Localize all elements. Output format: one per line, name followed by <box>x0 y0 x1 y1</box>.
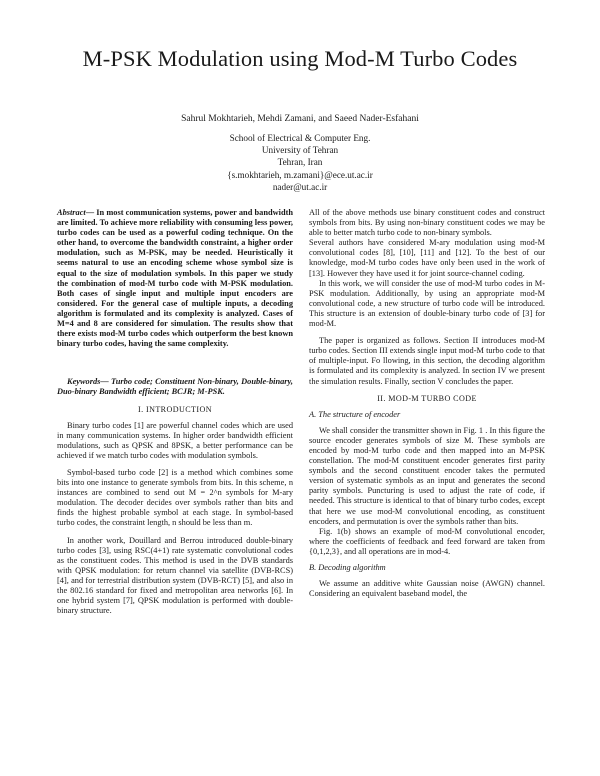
left-column <box>57 208 293 616</box>
abstract-text: In most communication systems, power and bandwidth are limited. To achieve more reliability with consuming less power, turbo codes can be used as a powerful coding technique. On the other hand, to overcome the bandwidth constraint, a higher order modulation, such as M-PSK, may be needed. Heuristically it seems natural to use an encoding scheme whose symbol size is equal to the size of modulation symbols. In this paper we study the combination of mod-M turbo code with M-PSK modulation. Both cases of single input and multiple input encoders are considered. For the general case of multiple inputs, a decoding algorithm is formulated and its complexity is analyzed. Cases of M=4 and 8 are considered for simulation. The results show that there exists mod-M turbo codes which outperform the best known binary turbo codes, having the same complexity. <box>57 208 294 349</box>
paragraph: Several authors have considered M-ary modulation using mod-M convolutional codes [8], [10], [11] and [12]. To the best of our knowledge, mod-M turbo codes have only been used in the work of [13]. However they have used it for joint source-channel coding. <box>309 238 545 278</box>
right-column <box>309 208 545 599</box>
paragraph: Binary turbo codes [1] are powerful channel codes which are used in many communication systems. In higher order bandwidth efficient modulations, such as QPSK and 8PSK, a better performance can be achieved if we match turbo codes with modulation symbols. <box>57 420 293 460</box>
subsection-heading-decoding: B. Decoding algorithm <box>309 563 386 572</box>
paragraph: In this work, we will consider the use of mod-M turbo codes in M-PSK modulation. Additionally, by using an appropriate mod-M convolutional code, a new structure of turbo code will be introduced. This structure is an extension of double-binary turbo code of [3] for mod-M. <box>309 278 545 329</box>
affiliation-school: School of Electrical & Computer Eng. <box>229 133 371 143</box>
keywords-label: Keywords <box>67 377 101 387</box>
keywords: Keywords— Turbo code; Constituent Non-binary, Double-binary, Duo-binary Bandwidth efficient; BCJR; M-PSK. <box>57 377 293 397</box>
abstract-label: Abstract <box>57 208 86 217</box>
affiliation-city: Tehran, Iran <box>277 157 323 168</box>
paragraph: Symbol-based turbo code [2] is a method which combines some bits into one instance to generate symbols from bits. In this scheme, n instances are combined to send out M = 2^n symbols for M-ary modulation. The decoder decides over symbols rather than bits and finds the highest probable symbol at each stage. In symbol-based turbo codes, the constraint length, n should be less than m. <box>57 467 293 528</box>
affiliation-email-2: nader@ut.ac.ir <box>272 181 328 192</box>
paragraph: All of the above methods use binary constituent codes and construct symbols from bits. By using non-binary constituent codes we may be able to better match turbo code to non-binary symbols. <box>309 208 545 238</box>
paragraph: The paper is organized as follows. Section II introduces mod-M turbo codes. Section III extends single input mod-M turbo code to that of multiple-input. Fo llowing, in this section, the decoding algorithm is formulated and its complexity is analyzed. In section IV we present the simulation results. Finally, section V concludes the paper. <box>309 336 545 386</box>
paragraph: Fig. 1(b) shows an example of mod-M convolutional encoder, where the coefficients of feedback and feed forward are taken from {0,1,2,3}, and all operations are in mod-4. <box>309 526 545 556</box>
section-heading-introduction: I. INTRODUCTION <box>138 404 212 414</box>
paper-title: M-PSK Modulation using Mod-M Turbo Codes <box>82 46 518 71</box>
paragraph: We assume an additive white Gaussian noise (AWGN) channel. Considering an equivalent baseband model, the <box>309 579 545 599</box>
affiliation-emails: {s.mokhtarieh, m.zamani}@ece.ut.ac.ir <box>227 169 373 180</box>
subsection-heading-encoder: A. The structure of encoder <box>309 409 401 419</box>
affiliation-university: University of Tehran <box>261 145 339 156</box>
paragraph: We shall consider the transmitter shown in Fig. 1 . In this figure the source encoder generates symbols of size M. These symbols are encoded by mod-M turbo code and then mapped into an M-PSK constellation. The mod-M constituent encoder generates first parity symbols and the second constituent encoder takes the permuted version of systematic symbols as an input and generates the second parity symbols. Puncturing is used to adjust the rate of code, if needed. This structure is identical to that of binary turbo codes, except that here we use mod-M convolutional encoding, as constituent encoders, and permutation is over the symbols rather than bits. <box>309 425 545 526</box>
abstract: Abstract— In most communication systems, power and bandwidth are limited. To achieve more reliability with consuming less power, turbo codes can be used as a powerful coding technique. On the other hand, to overcome the bandwidth constraint, a higher order modulation, such as M-PSK, may be needed. Heuristically it seems natural to use an encoding scheme whose symbol size is equal to the size of modulation symbols. In this paper we study the combination of mod-M turbo code with M-PSK modulation. Both cases of single input and multiple input encoders are considered. For the general case of multiple inputs, a decoding algorithm is formulated and its complexity is analyzed. Cases of M=4 and 8 are considered for simulation. The results show that there exists mod-M turbo codes which outperform the best known binary turbo codes, having the same complexity. <box>57 208 294 349</box>
paragraph: In another work, Douillard and Berrou introduced double-binary turbo codes [3], using RSC(4+1) rate systematic convolutional codes as the constituent codes. This method is used in the DVB standards with QPSK modulation: for return channel via satellite (DVB-RCS) [4], and for terrestrial distribution system (DVB-RCT) [5], and also in the 802.16 standard for fixed and metropolitan area networks [6]. In one hybrid system [7], QPSK modulation is performed with double-binary structure. <box>57 535 293 616</box>
keywords-text: Turbo code; Constituent Non-binary, Double-binary, Duo-binary Bandwidth efficient; BCJR; M-PSK. <box>57 377 293 397</box>
section-heading-mod-m: II. MOD-M TURBO CODE <box>377 393 477 403</box>
author-line: Sahrul Mokhtarieh, Mehdi Zamani, and Saeed Nader-Esfahani <box>181 114 419 124</box>
affiliation-block <box>0 132 600 193</box>
